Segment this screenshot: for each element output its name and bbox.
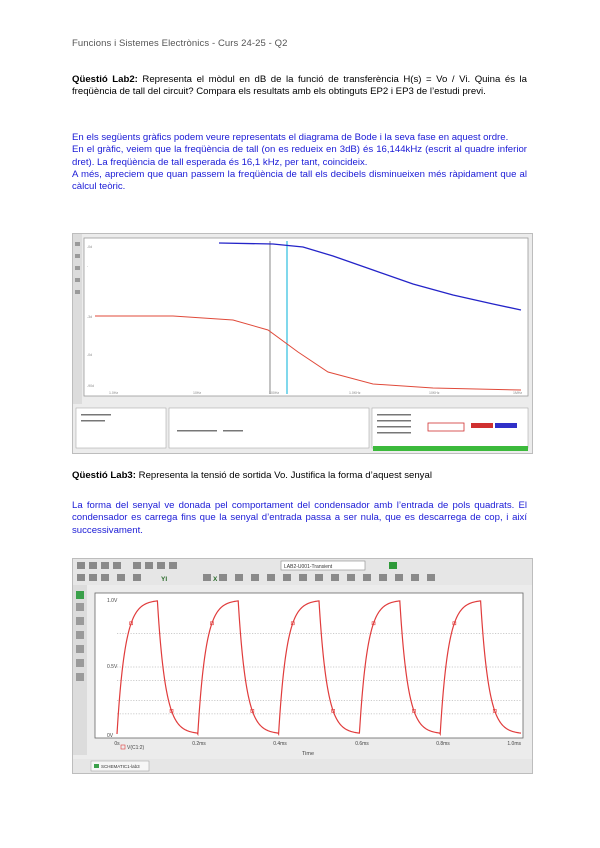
svg-text:1.0Hz: 1.0Hz [109,391,119,395]
svg-text:-0d: -0d [87,353,93,357]
x-tick-3: 0.6ms [355,741,369,747]
y-tick-0v: 0V [107,733,114,739]
x-tick-2: 0.4ms [273,741,287,747]
svg-text:10KHz: 10KHz [429,391,440,395]
transient-plot-screenshot [72,558,533,774]
x-tick-0: 0s [114,741,120,747]
svg-text:1MHz: 1MHz [513,391,523,395]
answer-lab2-p3: A més, apreciem que quan passem la freqüència de tall els decibels disminueixen més ràpidament que al càlcul teòric. [72,168,527,193]
question-lab2-label: Qüestió Lab2: [72,74,138,85]
question-lab3-text: Representa la tensió de sortida Vo. Justifica la forma d’aquest senyal [138,470,432,481]
x-tick-5: 1.0ms [507,741,521,747]
svg-text:-90d: -90d [87,384,95,388]
y-tick-05v: 0.5V [107,664,118,670]
svg-text:-0d: -0d [87,245,93,249]
svg-text:YI: YI [161,576,168,583]
x-axis-label: Time [301,751,315,757]
answer-lab2-p1: En els següents gràfics podem veure representats el diagrama de Bode i la seva fase en aquest ordre. [72,132,509,143]
svg-text:1.0KHz: 1.0KHz [349,391,361,395]
question-lab2-text: Representa el mòdul en dB de la funció de transferència H(s) = Vo / Vi. Quina és la freqüència de tall del circuit? Compara els resultats amb els obtinguts EP2 i EP3 de l’estudi previ. [72,74,528,98]
legend-label: V(C1:2) [127,745,145,751]
answer-lab2 [72,132,527,193]
legend-marker [121,745,125,749]
svg-text:-: - [87,264,89,268]
question-lab3 [72,470,527,482]
svg-text:10Hz: 10Hz [193,391,202,395]
transient-profile-name: LAB2-U001-Transient [284,563,333,570]
bode-plot-screenshot [72,233,533,454]
svg-text:100Hz: 100Hz [269,391,280,395]
y-tick-1v: 1.0V [107,598,118,604]
answer-lab3-p1: La forma del senyal ve donada pel comportament del condensador amb l’entrada de pols quadrats. El condensador es carrega fins que la senyal d’entrada passa a ser nula, que es descarrega de cop, i així successivament. [72,500,527,536]
answer-lab3 [72,500,527,537]
x-tick-4: 0.8ms [436,741,450,747]
question-lab2 [72,74,527,99]
svg-text:X: X [213,576,218,583]
question-lab3-label: Qüestió Lab3: [72,470,136,481]
document-header: Funcions i Sistemes Electrònics - Curs 24-25 - Q2 [72,38,288,49]
answer-lab2-p2: En el gràfic, veiem que la freqüència de tall (on es redueix en 3dB) és 16,144kHz (escrit al quadre inferior dret). La freqüència de tall esperada és 16,1 kHz, per tant, coincideix. [72,144,527,168]
x-tick-1: 0.2ms [192,741,206,747]
tab-schematic-label: SCHEMATIC1-lab3 [101,764,140,769]
svg-text:-3d: -3d [87,315,93,319]
